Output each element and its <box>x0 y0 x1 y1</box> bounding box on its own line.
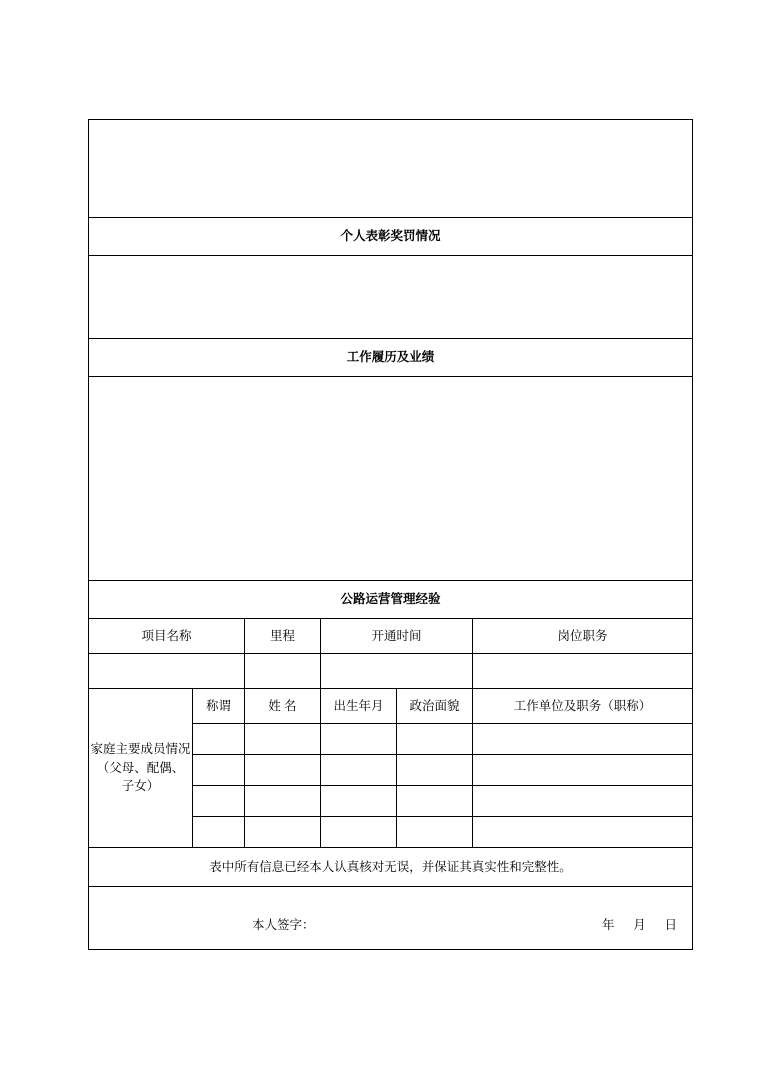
family-header-name: 姓 名 <box>245 689 321 724</box>
awards-blank-cell-bottom[interactable] <box>89 256 693 339</box>
project-cell-position[interactable] <box>473 654 693 689</box>
project-header-mileage: 里程 <box>245 619 321 654</box>
awards-blank-cell-top[interactable] <box>89 120 693 218</box>
family-cell-name[interactable] <box>245 724 321 755</box>
family-cell-relation[interactable] <box>193 724 245 755</box>
family-cell-name[interactable] <box>245 786 321 817</box>
family-section-label <box>89 689 193 848</box>
family-cell-name[interactable] <box>245 755 321 786</box>
family-label-line-2: （父母、配偶、 <box>96 760 185 775</box>
declaration-text: 表中所有信息已经本人认真核对无误，并保证其真实性和完整性。 <box>89 848 693 887</box>
family-cell-relation[interactable] <box>193 755 245 786</box>
family-cell-relation[interactable] <box>193 817 245 848</box>
family-cell-political[interactable] <box>397 724 473 755</box>
family-cell-workplace[interactable] <box>473 755 693 786</box>
signature-date-line: 年 月 日 <box>602 917 678 932</box>
family-header-political: 政治面貌 <box>397 689 473 724</box>
work-history-blank-row <box>89 377 693 581</box>
project-header-name: 项目名称 <box>89 619 245 654</box>
family-cell-name[interactable] <box>245 817 321 848</box>
work-history-section-title: 工作履历及业绩 <box>89 339 693 377</box>
project-cell-open-time[interactable] <box>321 654 473 689</box>
family-cell-relation[interactable] <box>193 786 245 817</box>
family-cell-workplace[interactable] <box>473 817 693 848</box>
project-cell-mileage[interactable] <box>245 654 321 689</box>
family-label-line-1: 家庭主要成员情况 <box>90 741 191 756</box>
awards-blank-row-top <box>89 120 693 218</box>
project-data-row <box>89 654 693 689</box>
family-header-workplace: 工作单位及职务（职称） <box>473 689 693 724</box>
awards-title-row <box>89 218 693 256</box>
project-header-open-time: 开通时间 <box>321 619 473 654</box>
signature-cell[interactable] <box>89 887 693 950</box>
family-cell-birth[interactable] <box>321 755 397 786</box>
family-cell-workplace[interactable] <box>473 724 693 755</box>
project-cell-name[interactable] <box>89 654 245 689</box>
project-header-row <box>89 619 693 654</box>
highway-experience-title-row <box>89 581 693 619</box>
family-cell-political[interactable] <box>397 755 473 786</box>
awards-section-title: 个人表彰奖罚情况 <box>89 218 693 256</box>
family-cell-birth[interactable] <box>321 817 397 848</box>
personnel-form-table <box>88 119 693 950</box>
work-history-title-row <box>89 339 693 377</box>
family-cell-workplace[interactable] <box>473 786 693 817</box>
family-cell-political[interactable] <box>397 786 473 817</box>
family-cell-birth[interactable] <box>321 786 397 817</box>
project-header-position: 岗位职务 <box>473 619 693 654</box>
family-cell-political[interactable] <box>397 817 473 848</box>
awards-blank-row-bottom <box>89 256 693 339</box>
declaration-row <box>89 848 693 887</box>
family-header-birth: 出生年月 <box>321 689 397 724</box>
family-label-line-3: 子女） <box>121 779 160 794</box>
family-header-row <box>89 689 693 724</box>
work-history-blank-cell[interactable] <box>89 377 693 581</box>
signature-line <box>89 902 692 935</box>
family-cell-birth[interactable] <box>321 724 397 755</box>
signature-row <box>89 887 693 950</box>
signature-label: 本人签字： <box>252 917 315 932</box>
family-header-relation: 称谓 <box>193 689 245 724</box>
highway-experience-section-title: 公路运营管理经验 <box>89 581 693 619</box>
